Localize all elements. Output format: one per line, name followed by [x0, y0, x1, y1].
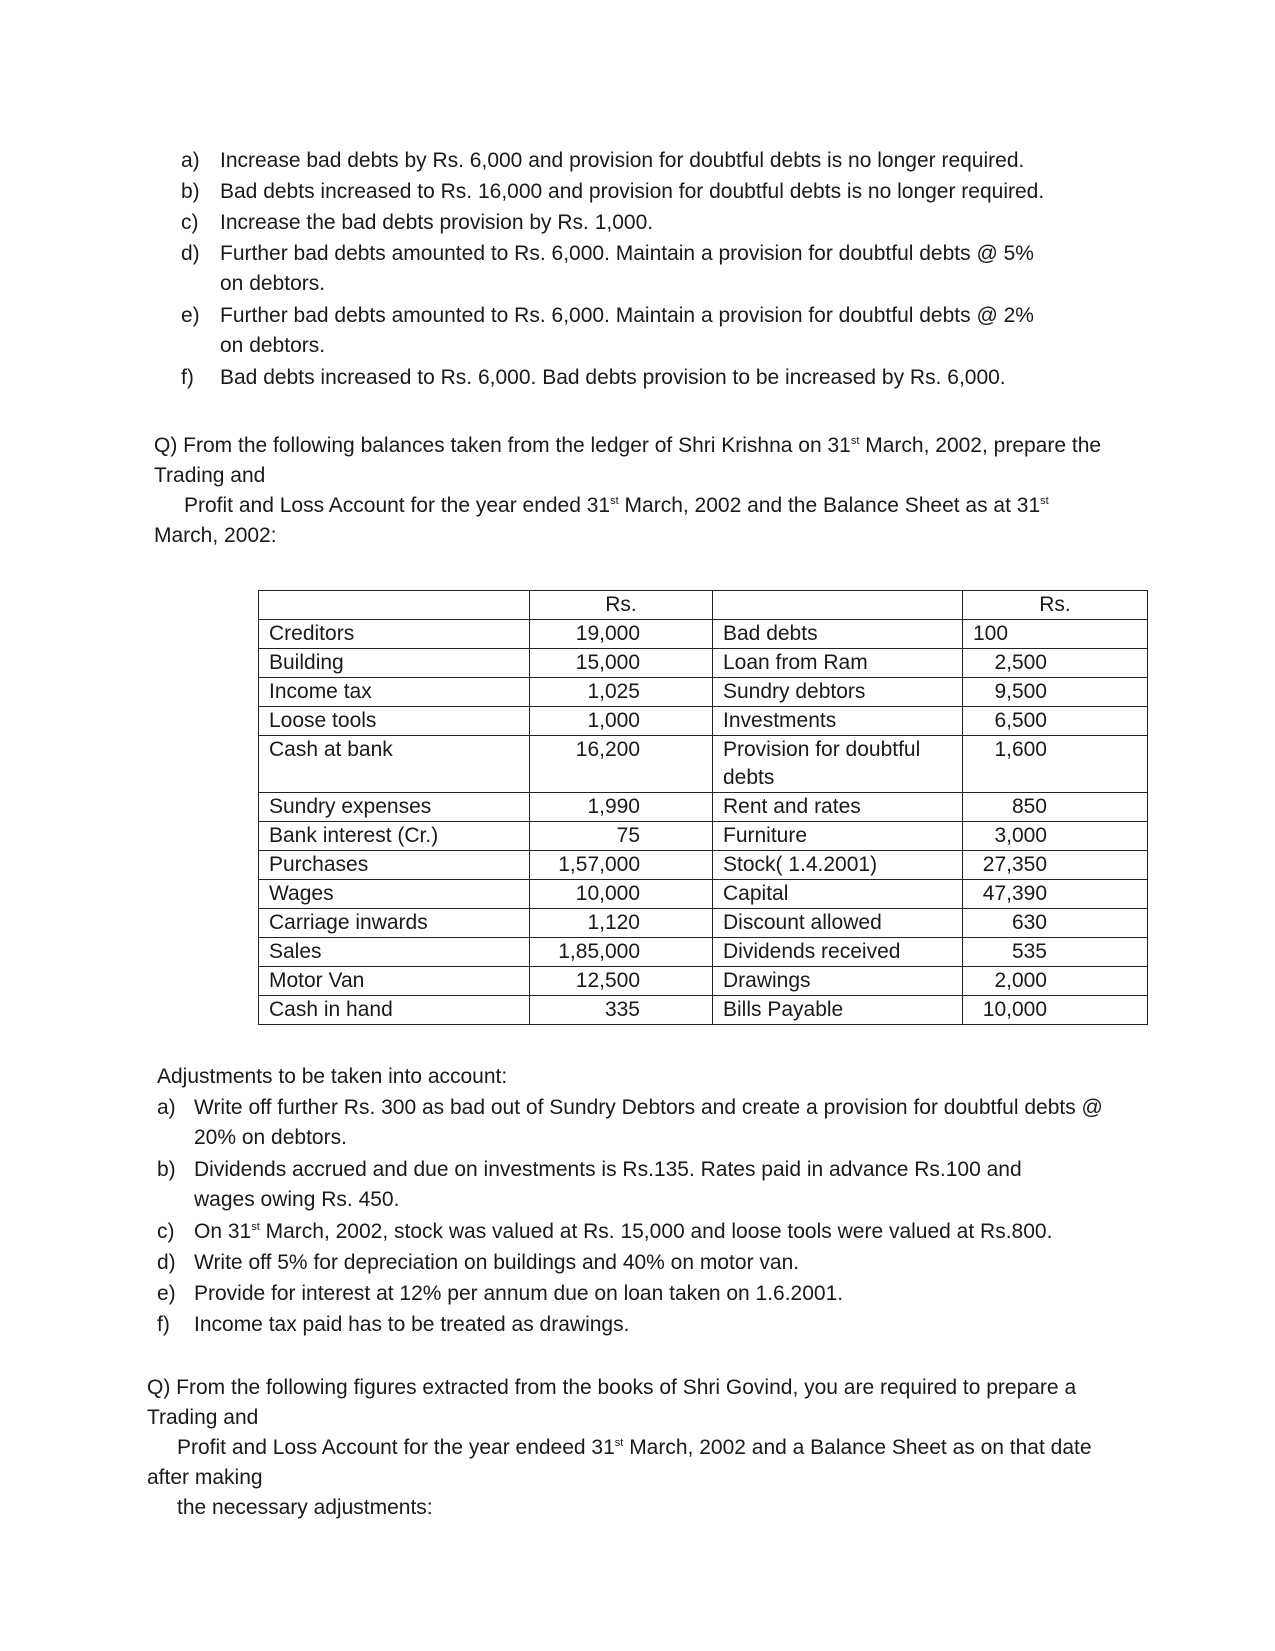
list-label: f) [157, 1313, 170, 1336]
question-govind [147, 1373, 1157, 1523]
adjustments-list [157, 1093, 1117, 1341]
question-line [154, 431, 1154, 461]
table-cell: 2,500 [963, 649, 1148, 678]
list-text: Write off further Rs. 300 as bad out of Sundry Debtors and create a provision for doubtful debts @ 20% on debtors. [194, 1096, 1103, 1149]
table-cell: 12,500 [530, 967, 713, 996]
question-text: Profit and Loss Account for the year endeed 31 [177, 1436, 615, 1459]
table-row [259, 620, 1148, 649]
question-text: March, 2002 and the Balance Sheet as at 31 [618, 494, 1041, 517]
question-text: March, 2002 and a Balance Sheet as on that date [623, 1436, 1092, 1459]
list-label: b) [181, 180, 200, 203]
list-text: Bad debts increased to Rs. 16,000 and provision for doubtful debts is no longer required. [220, 180, 1045, 203]
table-cell: 535 [963, 938, 1148, 967]
list-text: Provide for interest at 12% per annum due on loan taken on 1.6.2001. [194, 1282, 844, 1305]
list-label: c) [157, 1220, 175, 1243]
table-cell: Stock( 1.4.2001) [713, 851, 963, 880]
table-cell: Bills Payable [713, 996, 963, 1025]
question-line: Trading and [154, 464, 266, 487]
list-item [181, 208, 1081, 239]
options-list [181, 146, 1081, 394]
list-item [181, 177, 1081, 208]
table-cell: Building [259, 649, 530, 678]
table-cell: 15,000 [530, 649, 713, 678]
list-item [157, 1279, 1117, 1310]
table-cell: Wages [259, 880, 530, 909]
table-cell [259, 591, 530, 620]
table-cell: 1,990 [530, 793, 713, 822]
list-label: f) [181, 366, 194, 389]
table-cell: Cash in hand [259, 996, 530, 1025]
list-text: Increase the bad debts provision by Rs. 1,000. [220, 211, 654, 234]
table-cell: Income tax [259, 678, 530, 707]
superscript: st [614, 1437, 624, 1449]
table-row [259, 707, 1148, 736]
adjustments-title: Adjustments to be taken into account: [157, 1065, 508, 1088]
table-cell: Carriage inwards [259, 909, 530, 938]
table-cell: Drawings [713, 967, 963, 996]
table-cell: 10,000 [963, 996, 1148, 1025]
list-text: Further bad debts amounted to Rs. 6,000. Maintain a provision for doubtful debts @ 5% on debtors. [220, 242, 1034, 295]
list-text: Bad debts increased to Rs. 6,000. Bad debts provision to be increased by Rs. 6,000. [220, 366, 1006, 389]
list-label: b) [157, 1158, 176, 1181]
table-cell: Discount allowed [713, 909, 963, 938]
table-row [259, 938, 1148, 967]
question-line: Q) From the following figures extracted from the books of Shri Govind, you are required to prepare a [147, 1376, 1077, 1399]
question-krishna [154, 431, 1154, 551]
table-cell: 75 [530, 822, 713, 851]
list-item [181, 301, 1081, 363]
table-cell: Dividends received [713, 938, 963, 967]
list-label: d) [181, 242, 200, 265]
list-label: e) [181, 304, 200, 327]
table-cell: Capital [713, 880, 963, 909]
question-line: after making [147, 1466, 263, 1489]
list-label: a) [157, 1096, 176, 1119]
table-cell: Sales [259, 938, 530, 967]
list-text [194, 1217, 1052, 1247]
list-text: Dividends accrued and due on investments is Rs.135. Rates paid in advance Rs.100 and wages owing Rs. 450. [194, 1158, 1022, 1211]
table-cell: Rent and rates [713, 793, 963, 822]
table-row [259, 880, 1148, 909]
table-cell: 1,120 [530, 909, 713, 938]
list-text: Income tax paid has to be treated as drawings. [194, 1313, 630, 1336]
table-row [259, 909, 1148, 938]
table-row [259, 649, 1148, 678]
table-cell: 1,57,000 [530, 851, 713, 880]
table-cell: Investments [713, 707, 963, 736]
list-item [181, 146, 1081, 177]
table-cell: 27,350 [963, 851, 1148, 880]
list-text-part: On 31 [194, 1220, 252, 1243]
table-cell: 1,600 [963, 736, 1148, 793]
list-label: e) [157, 1282, 176, 1305]
table-cell: Motor Van [259, 967, 530, 996]
list-text: Write off 5% for depreciation on buildings and 40% on motor van. [194, 1251, 800, 1274]
table-cell: Loan from Ram [713, 649, 963, 678]
table-cell: 1,85,000 [530, 938, 713, 967]
question-line [154, 491, 1154, 521]
list-item [157, 1093, 1117, 1155]
list-item [157, 1217, 1117, 1248]
question-text: Q) From the following balances taken from the ledger of Shri Krishna on 31 [154, 434, 851, 457]
table-row [259, 793, 1148, 822]
list-label: c) [181, 211, 199, 234]
question-text: March, 2002, prepare the [859, 434, 1102, 457]
column-header: Rs. [963, 591, 1148, 620]
table-row [259, 736, 1148, 793]
list-item [181, 239, 1081, 301]
table-row [259, 678, 1148, 707]
table-row [259, 822, 1148, 851]
table-cell: 47,390 [963, 880, 1148, 909]
table-cell: 1,025 [530, 678, 713, 707]
table-header-row [259, 591, 1148, 620]
table-cell: Purchases [259, 851, 530, 880]
list-item [157, 1248, 1117, 1279]
table-cell: Sundry debtors [713, 678, 963, 707]
superscript: st [251, 1221, 260, 1233]
superscript: st [1040, 495, 1049, 507]
column-header: Rs. [530, 591, 713, 620]
table-cell: Bad debts [713, 620, 963, 649]
table-row [259, 967, 1148, 996]
table-cell: Loose tools [259, 707, 530, 736]
table-cell: Cash at bank [259, 736, 530, 793]
table-cell: 6,500 [963, 707, 1148, 736]
superscript: st [610, 495, 619, 507]
table-cell: 19,000 [530, 620, 713, 649]
table-cell: Sundry expenses [259, 793, 530, 822]
list-text: Further bad debts amounted to Rs. 6,000. Maintain a provision for doubtful debts @ 2% on debtors. [220, 304, 1034, 357]
question-line: Trading and [147, 1406, 259, 1429]
table-cell: 630 [963, 909, 1148, 938]
ledger-balances-table [258, 590, 1148, 1025]
question-line: the necessary adjustments: [177, 1496, 433, 1519]
table-row [259, 851, 1148, 880]
question-line [147, 1433, 1157, 1463]
table-row [259, 996, 1148, 1025]
question-text: Profit and Loss Account for the year ended 31 [184, 494, 611, 517]
table-cell: 3,000 [963, 822, 1148, 851]
superscript: st [850, 435, 860, 447]
table-cell: Provision for doubtful debts [713, 736, 963, 793]
table-cell: Bank interest (Cr.) [259, 822, 530, 851]
list-item [157, 1155, 1117, 1217]
question-line: March, 2002: [154, 524, 277, 547]
list-item [181, 363, 1081, 394]
table-cell: 16,200 [530, 736, 713, 793]
list-label: a) [181, 149, 200, 172]
table-cell: 10,000 [530, 880, 713, 909]
table-cell [713, 591, 963, 620]
list-label: d) [157, 1251, 176, 1274]
list-text-part: March, 2002, stock was valued at Rs. 15,000 and loose tools were valued at Rs.800. [259, 1220, 1053, 1243]
table-cell: Creditors [259, 620, 530, 649]
table-cell: 100 [963, 620, 1148, 649]
table-cell: Furniture [713, 822, 963, 851]
list-item [157, 1310, 1117, 1341]
table-cell: 2,000 [963, 967, 1148, 996]
table-cell: 850 [963, 793, 1148, 822]
list-text: Increase bad debts by Rs. 6,000 and provision for doubtful debts is no longer required. [220, 149, 1025, 172]
table-cell: 1,000 [530, 707, 713, 736]
table-cell: 335 [530, 996, 713, 1025]
table-cell: 9,500 [963, 678, 1148, 707]
